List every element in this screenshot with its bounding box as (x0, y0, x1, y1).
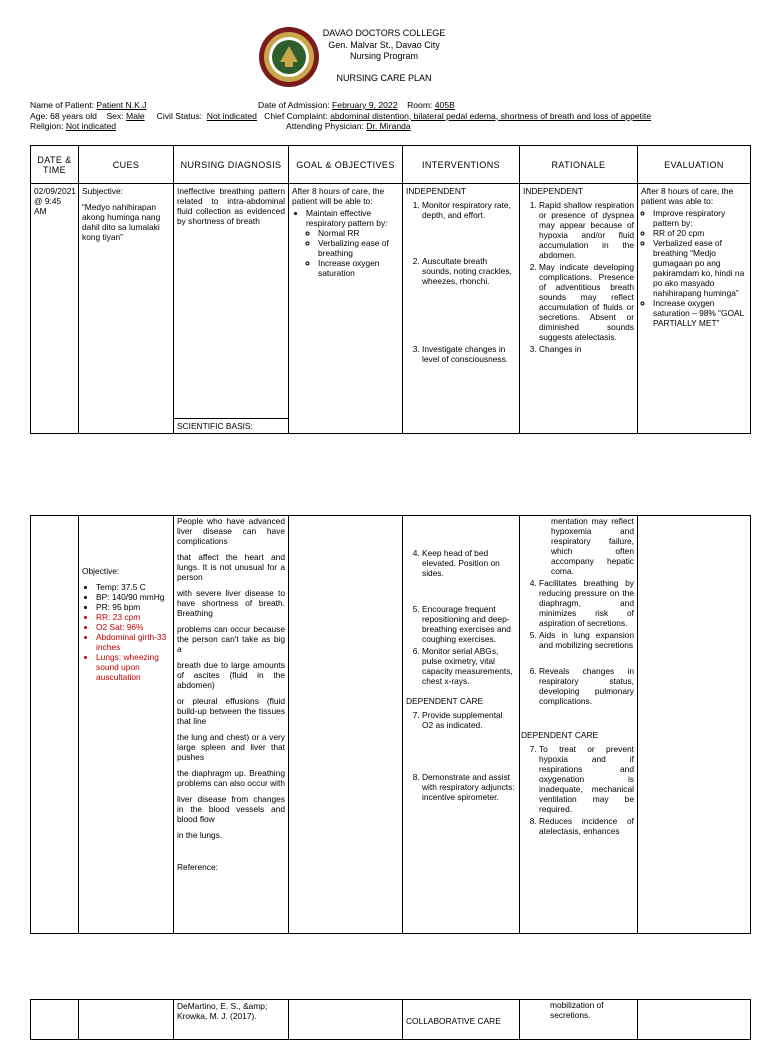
basis-text: the lung and chest) or a very large spleen and liver that pushes (177, 732, 285, 762)
col-cues: CUES (79, 146, 174, 184)
diagnosis-text: Ineffective breathing pattern related to intra-abdominal fluid collection as evidenced by shortness of breath (177, 186, 285, 226)
vital-sign: • PR: 95 bpm (96, 602, 170, 612)
goal-sub-item: ◦ Normal RR (318, 228, 399, 238)
reference-label: Reference: (177, 862, 218, 872)
college-address: Gen. Malvar St., Davao City (328, 39, 440, 50)
rationale-item: 3. Changes in (539, 344, 634, 354)
name-label: Name of Patient: (30, 100, 95, 110)
cell-rationale-2 (520, 516, 638, 934)
age: Age: 68 years old (30, 110, 97, 121)
rationale-item: 5. Aids in lung expansion and mobilizing secretions (539, 630, 634, 650)
evaluation-intro: After 8 hours of care, the patient was able to: (641, 186, 734, 206)
cell-interventions-2 (403, 516, 520, 934)
vital-sign-abnormal: • RR: 23 cpm (96, 612, 170, 622)
intervention-item: 8. Demonstrate and assist with respiratory adjuncts: incentive spirometer. (422, 772, 516, 802)
care-plan-table-2 (30, 515, 751, 934)
civil-status: Not indicated (206, 110, 257, 121)
cell-cues (79, 184, 174, 434)
attending-physician: Dr. Miranda (366, 121, 411, 131)
cell-date (31, 184, 79, 434)
civil-label: Civil Status: (156, 110, 203, 121)
basis-text: in the lungs. (177, 830, 223, 840)
program-name: Nursing Program (349, 51, 419, 61)
rationale-dependent-head: DEPENDENT CARE (521, 730, 599, 740)
patient-name: Patient N.K.J (96, 100, 147, 110)
basis-text: or pleural effusions (fluid build-up between the tissues that line (177, 696, 285, 726)
goal-intro: After 8 hours of care, the patient will be able to: (292, 186, 385, 206)
collaborative-care-head: COLLABORATIVE CARE (406, 1016, 501, 1026)
vital-sign-abnormal: • Abdominal girth-33 inches (96, 632, 170, 652)
reference-citation: DeMartino, E. S., &amp; Krowka, M. J. (2017). (177, 1001, 268, 1021)
interventions-dependent-head: DEPENDENT CARE (406, 696, 484, 706)
cell-reference (174, 1000, 289, 1040)
col-date-time: DATE & TIME (31, 146, 79, 184)
cell-interventions (403, 184, 520, 434)
complaint-label: Chief Complaint: (264, 110, 328, 121)
college-name: DAVAO DOCTORS COLLEGE (322, 28, 446, 38)
date-time-value: 02/09/2021 @ 9:45 AM (34, 186, 76, 216)
physician-label: Attending Physician: (286, 121, 364, 131)
document-title: NURSING CARE PLAN (336, 72, 432, 83)
cell-evaluation-empty (638, 516, 751, 934)
rationale-independent-head: INDEPENDENT (523, 186, 584, 196)
room-label: Room: (407, 100, 433, 110)
care-plan-table-3 (30, 999, 751, 1040)
subjective-quote: “Medyo nahihirapan akong huminga nang dahil dito sa lumalaki kong tiyan” (82, 202, 161, 242)
religion: Not indicated (65, 121, 117, 131)
evaluation-item: ◦ Improve respiratory pattern by: (653, 208, 747, 228)
room-number: 405B (434, 100, 455, 110)
goal-main: • Maintain effective respiratory pattern by: ◦ Normal RR ◦ Verbalizing ease of breathing ◦ Increase oxygen saturation (306, 208, 399, 278)
cell-scientific-basis (174, 516, 289, 934)
intervention-item: 4. Keep head of bed elevated. Position on sides. (422, 548, 516, 578)
col-interventions: INTERVENTIONS (403, 146, 520, 184)
vital-sign-abnormal: • Lungs: wheezing sound upon auscultation (96, 652, 170, 682)
intervention-item: 1. Monitor respiratory rate, depth, and effort. (422, 200, 516, 220)
objective-label: Objective: (82, 566, 120, 576)
evaluation-item: ◦ Increase oxygen saturation – 98% “GOAL PARTIALLY MET” (653, 298, 747, 328)
subjective-label: Subjective: (82, 186, 123, 196)
basis-text: with severe liver disease to have shortness of breath. Breathing (177, 588, 285, 618)
cell-collab (403, 1000, 520, 1040)
cell-date-empty (31, 516, 79, 934)
evaluation-item: ◦ Verbalized ease of breathing “Medjo gumagaan po ang pakiramdam ko, hindi na po ako masyado nahihirapang huminga” (653, 238, 747, 298)
intervention-item: 7. Provide supplemental O2 as indicated. (422, 710, 516, 730)
basis-text: that affect the heart and lungs. It is not unusual for a person (177, 552, 285, 582)
col-goal-objectives: GOAL & OBJECTIVES (289, 146, 403, 184)
vital-sign: • Temp: 37.5 C (96, 582, 170, 592)
care-plan-table-1 (30, 145, 751, 434)
cell-objective (79, 516, 174, 934)
evaluation-item: ◦ RR of 20 cpm (653, 228, 747, 238)
rationale-item: 7. To treat or prevent hypoxia and if respirations and oxygenation is inadequate, mechanical ventilation may be required. (539, 744, 634, 814)
rationale-item: 4. Facilitates breathing by reducing pressure on the diaphragm, and minimizes risk of aspiration of secretions. (539, 578, 634, 628)
rationale-item: 1. Rapid shallow respiration or presence of dyspnea may appear because of hypoxia and/or fluid accumulation in the abdomen. (539, 200, 634, 260)
cell-evaluation (638, 184, 751, 434)
cell-goals-empty (289, 516, 403, 934)
scientific-basis-label: SCIENTIFIC BASIS: (177, 421, 253, 431)
admission-label: Date of Admission: (258, 100, 330, 110)
sex-label: Sex: (106, 110, 124, 121)
basis-text: breath due to large amounts of ascites (fluid in the abdomen) (177, 660, 285, 690)
basis-text: liver disease from changes in the blood vessels and blood flow (177, 794, 285, 824)
rationale-continued: mobilization of secretions. (550, 1000, 604, 1020)
patient-sex: Male (126, 110, 145, 121)
basis-text: problems can occur because the person can't take as big a (177, 624, 285, 654)
rationale-item: 2. May indicate developing complications. Presence of adventitious breath sounds may reflect accumulation of fluids or secretions. Absent or diminished sounds suggests atelectasis. (539, 262, 634, 342)
cell-rationale-3 (520, 1000, 638, 1040)
vital-sign: • BP: 140/90 mmHg (96, 592, 170, 602)
intervention-item: 6. Monitor serial ABGs, pulse oximetry, vital capacity measurements, chest x-rays. (422, 646, 516, 686)
document-header (0, 28, 768, 84)
goal-sub-item: ◦ Verbalizing ease of breathing (318, 238, 399, 258)
col-nursing-diagnosis: NURSING DIAGNOSIS (174, 146, 289, 184)
patient-info (30, 100, 750, 132)
cell-goals (289, 184, 403, 434)
col-rationale: RATIONALE (520, 146, 638, 184)
cell-rationale (520, 184, 638, 434)
goal-sub-item: ◦ Increase oxygen saturation (318, 258, 399, 278)
religion-label: Religion: (30, 121, 64, 131)
intervention-item: 2. Auscultate breath sounds, noting crackles, wheezes, rhonchi. (422, 256, 516, 286)
rationale-continued: mentation may reflect hypoxemia and respiratory failure, which often accompany hepatic coma. (551, 516, 634, 576)
intervention-item: 3. Investigate changes in level of consciousness. (422, 344, 516, 364)
rationale-item: 6. Reveals changes in respiratory status, developing pulmonary complications. (539, 666, 634, 706)
rationale-item: 8. Reduces incidence of atelectasis, enhances (539, 816, 634, 836)
basis-text: the diaphragm up. Breathing problems can also occur with (177, 768, 285, 788)
col-evaluation: EVALUATION (638, 146, 751, 184)
intervention-item: 5. Encourage frequent repositioning and deep-breathing exercises and coughing exercises. (422, 604, 516, 644)
vital-sign-abnormal: • O2 Sat: 96% (96, 622, 170, 632)
cell-diagnosis (174, 184, 289, 434)
admission-date: February 9, 2022 (332, 100, 398, 110)
chief-complaint: abdominal distention, bilateral pedal edema, shortness of breath and loss of appetite (330, 110, 652, 121)
basis-text: People who have advanced liver disease can have complications (177, 516, 285, 546)
interventions-independent-head: INDEPENDENT (406, 186, 467, 196)
